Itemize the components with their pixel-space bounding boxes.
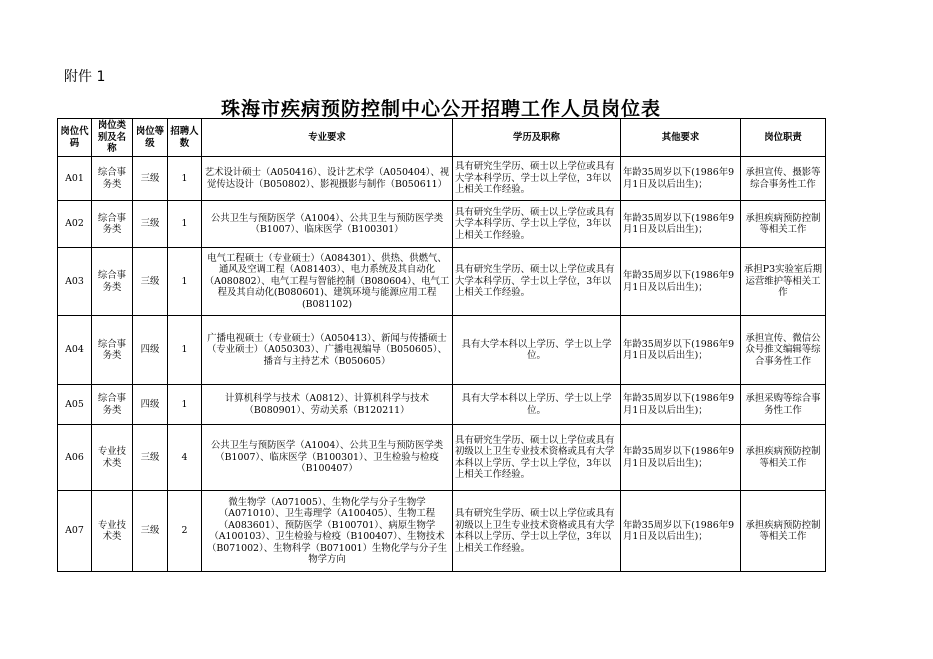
cell-duty: 承担宣传、微信公众号推文编辑等综合事务性工作 bbox=[741, 316, 826, 385]
cell-code: A03 bbox=[58, 248, 92, 316]
cell-count: 2 bbox=[168, 491, 202, 572]
cell-education: 具有大学本科以上学历、学士以上学位。 bbox=[453, 316, 621, 385]
cell-level: 三级 bbox=[133, 491, 168, 572]
cell-major: 广播电视硕士（专业硕士）（A050413）、新闻与传播硕士（专业硕士）（A050303）、广播电视编导（B050605）、播音与主持艺术（B050605） bbox=[202, 316, 453, 385]
cell-count: 1 bbox=[168, 316, 202, 385]
header-other: 其他要求 bbox=[621, 119, 741, 157]
cell-count: 1 bbox=[168, 248, 202, 316]
cell-code: A04 bbox=[58, 316, 92, 385]
table-row bbox=[58, 385, 826, 425]
cell-major: 艺术设计硕士（A050416）、设计艺术学（A050404）、视觉传达设计（B050802）、影视摄影与制作（B050611） bbox=[202, 157, 453, 201]
cell-count: 1 bbox=[168, 201, 202, 248]
cell-level: 三级 bbox=[133, 157, 168, 201]
cell-major: 公共卫生与预防医学（A1004）、公共卫生与预防医学类（B1007）、临床医学（B100301）、卫生检验与检疫（B100407） bbox=[202, 425, 453, 491]
cell-category: 综合事务类 bbox=[92, 201, 133, 248]
cell-major: 公共卫生与预防医学（A1004）、公共卫生与预防医学类（B1007）、临床医学（B100301） bbox=[202, 201, 453, 248]
header-education: 学历及职称 bbox=[453, 119, 621, 157]
cell-code: A07 bbox=[58, 491, 92, 572]
table-row bbox=[58, 425, 826, 491]
cell-code: A01 bbox=[58, 157, 92, 201]
cell-duty: 承担疾病预防控制等相关工作 bbox=[741, 491, 826, 572]
cell-level: 四级 bbox=[133, 385, 168, 425]
cell-category: 专业技术类 bbox=[92, 425, 133, 491]
cell-education: 具有研究生学历、硕士以上学位或具有大学本科学历、学士以上学位，3年以上相关工作经验。 bbox=[453, 201, 621, 248]
cell-level: 三级 bbox=[133, 248, 168, 316]
table-row bbox=[58, 316, 826, 385]
cell-level: 三级 bbox=[133, 425, 168, 491]
cell-education: 具有研究生学历、硕士以上学位或具有初级以上卫生专业技术资格或具有大学本科以上学历、学士以上学位，3年以上相关工作经验。 bbox=[453, 491, 621, 572]
header-count: 招聘人数 bbox=[168, 119, 202, 157]
cell-duty: 承担疾病预防控制等相关工作 bbox=[741, 201, 826, 248]
header-level: 岗位等级 bbox=[133, 119, 168, 157]
cell-code: A05 bbox=[58, 385, 92, 425]
header-major: 专业要求 bbox=[202, 119, 453, 157]
cell-other: 年龄35周岁以下(1986年9月1日及以后出生)； bbox=[621, 248, 741, 316]
cell-education: 具有研究生学历、硕士以上学位或具有大学本科学历、学士以上学位，3年以上相关工作经验。 bbox=[453, 248, 621, 316]
cell-education: 具有研究生学历、硕士以上学位或具有大学本科学历、学士以上学位，3年以上相关工作经验。 bbox=[453, 157, 621, 201]
cell-category: 综合事务类 bbox=[92, 248, 133, 316]
cell-count: 1 bbox=[168, 157, 202, 201]
header-code: 岗位代码 bbox=[58, 119, 92, 157]
cell-other: 年龄35周岁以下(1986年9月1日及以后出生)； bbox=[621, 491, 741, 572]
cell-level: 三级 bbox=[133, 201, 168, 248]
cell-count: 4 bbox=[168, 425, 202, 491]
cell-category: 综合事务类 bbox=[92, 157, 133, 201]
cell-other: 年龄35周岁以下(1986年9月1日及以后出生)； bbox=[621, 425, 741, 491]
cell-other: 年龄35周岁以下(1986年9月1日及以后出生)； bbox=[621, 157, 741, 201]
cell-duty: 承担疾病预防控制等相关工作 bbox=[741, 425, 826, 491]
cell-other: 年龄35周岁以下(1986年9月1日及以后出生)； bbox=[621, 385, 741, 425]
table-row bbox=[58, 157, 826, 201]
cell-other: 年龄35周岁以下(1986年9月1日及以后出生)； bbox=[621, 316, 741, 385]
cell-count: 1 bbox=[168, 385, 202, 425]
cell-duty: 承担P3实验室后期运营维护等相关工作 bbox=[741, 248, 826, 316]
table-row bbox=[58, 201, 826, 248]
cell-category: 综合事务类 bbox=[92, 385, 133, 425]
header-duty: 岗位职责 bbox=[741, 119, 826, 157]
table-row bbox=[58, 248, 826, 316]
cell-other: 年龄35周岁以下(1986年9月1日及以后出生)； bbox=[621, 201, 741, 248]
cell-education: 具有大学本科以上学历、学士以上学位。 bbox=[453, 385, 621, 425]
cell-category: 专业技术类 bbox=[92, 491, 133, 572]
cell-major: 电气工程硕士（专业硕士）（A084301）、供热、供燃气、通风及空调工程（A081403）、电力系统及其自动化（A080802）、电气工程与智能控制（B080604）、电气工程及其自动化(B080601)、建筑环境与能源应用工程(B081102) bbox=[202, 248, 453, 316]
table-row bbox=[58, 491, 826, 572]
cell-major: 计算机科学与技术（A0812）、计算机科学与技术（B080901）、劳动关系（B120211） bbox=[202, 385, 453, 425]
cell-code: A06 bbox=[58, 425, 92, 491]
header-category: 岗位类别及名称 bbox=[92, 119, 133, 157]
cell-code: A02 bbox=[58, 201, 92, 248]
cell-duty: 承担采购等综合事务性工作 bbox=[741, 385, 826, 425]
cell-level: 四级 bbox=[133, 316, 168, 385]
cell-category: 综合事务类 bbox=[92, 316, 133, 385]
attachment-label: 附件 1 bbox=[64, 69, 106, 85]
cell-major: 微生物学（A071005）、生物化学与分子生物学（A071010）、卫生毒理学（A100405）、生物工程（A083601）、预防医学（B100701）、病原生物学（A100103）、卫生检验与检疫（B100407）、生物技术（B071002）、生物科学（B071001）生物化学与分子生物学方向 bbox=[202, 491, 453, 572]
header-row bbox=[58, 119, 826, 157]
positions-table bbox=[57, 118, 826, 572]
cell-education: 具有研究生学历、硕士以上学位或具有初级以上卫生专业技术资格或具有大学本科以上学历、学士以上学位，3年以上相关工作经验。 bbox=[453, 425, 621, 491]
page-title: 珠海市疾病预防控制中心公开招聘工作人员岗位表 bbox=[220, 98, 661, 120]
cell-duty: 承担宣传、摄影等综合事务性工作 bbox=[741, 157, 826, 201]
